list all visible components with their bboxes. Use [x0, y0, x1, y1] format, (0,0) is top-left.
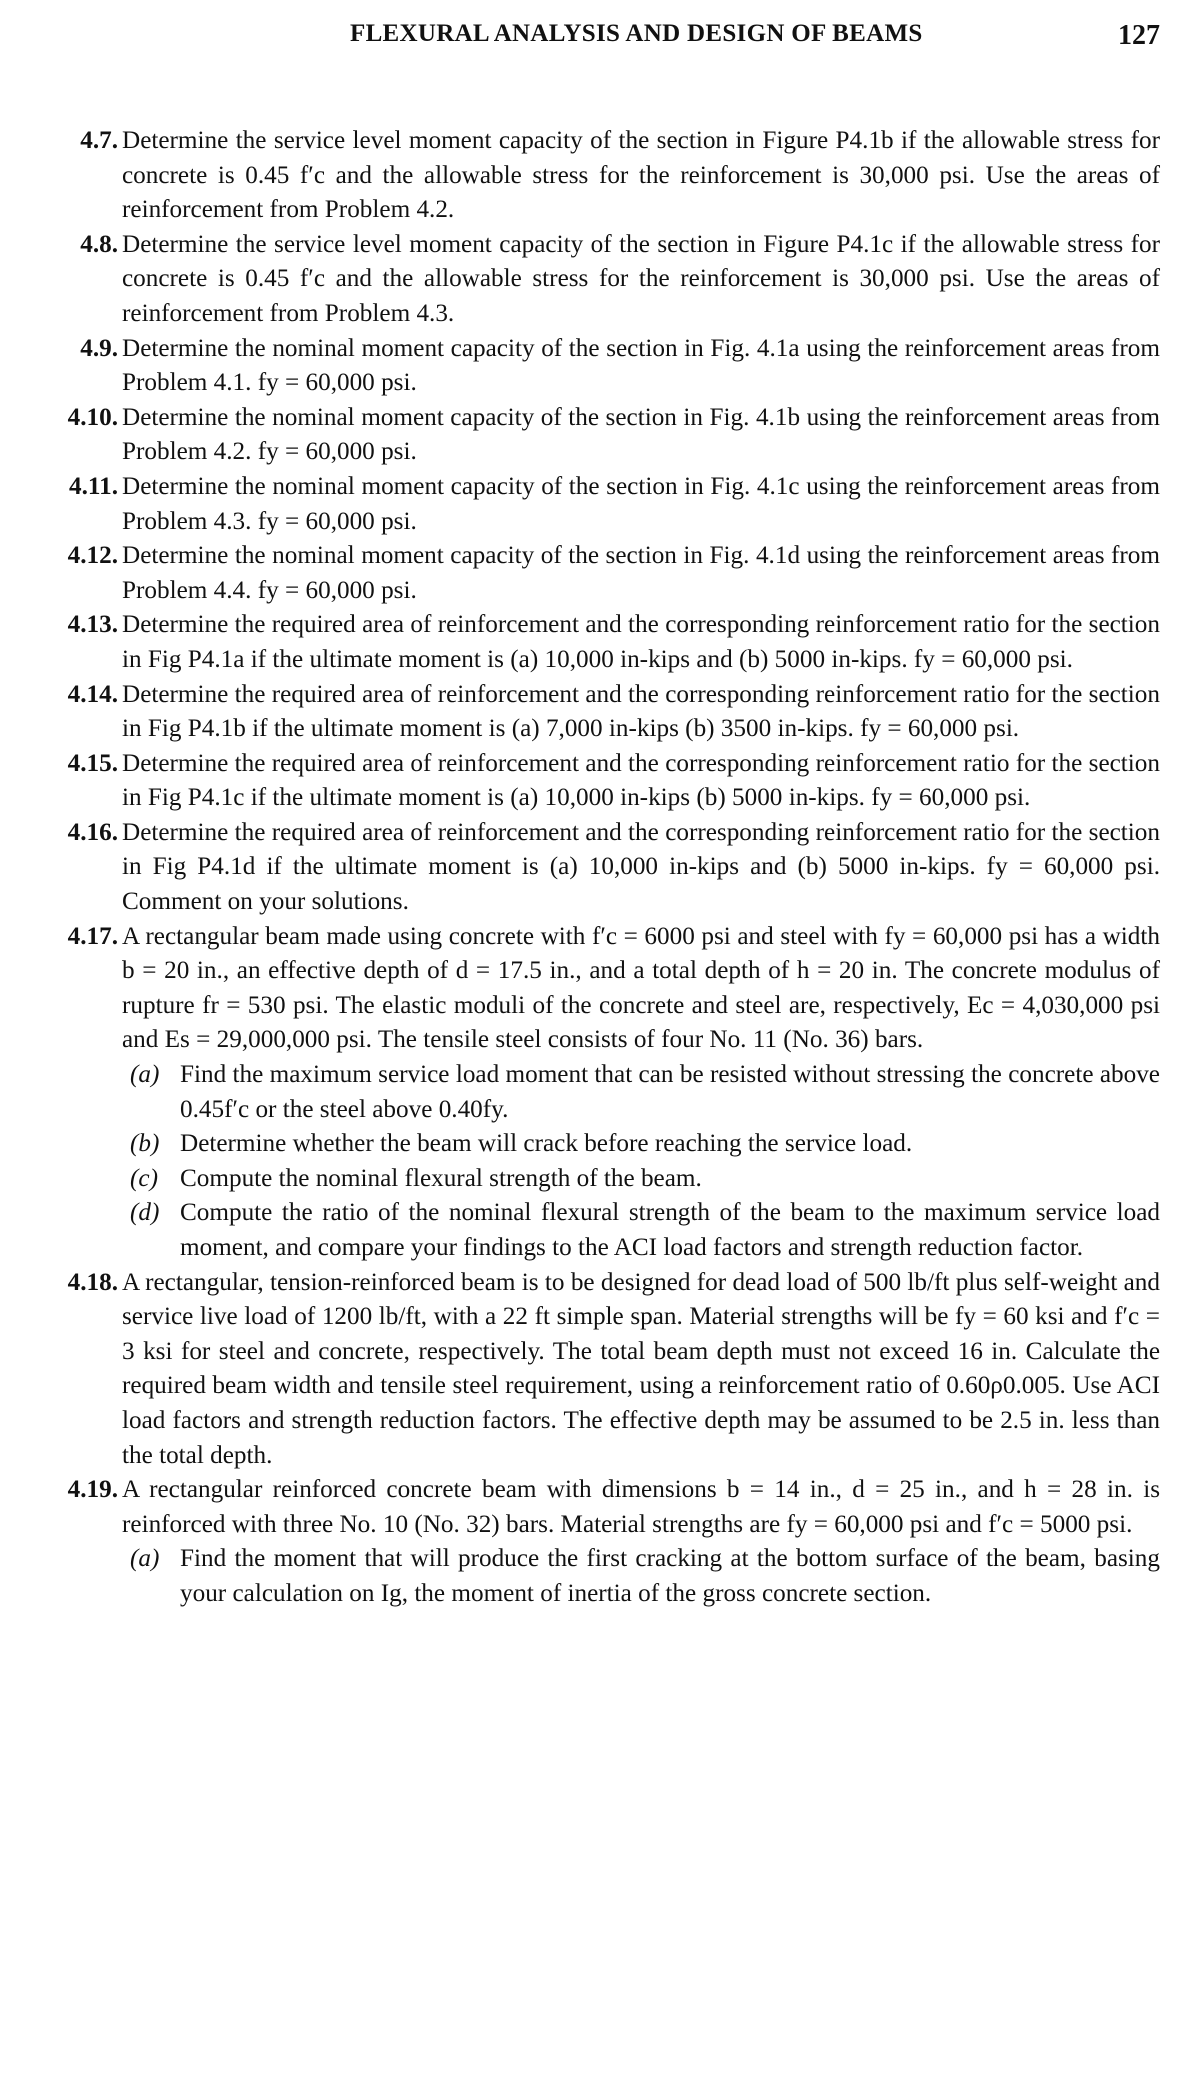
problem-item: [40, 608, 1160, 677]
subpart-list: [122, 1058, 1160, 1266]
problem-number: 4.13.: [67, 611, 118, 639]
problem-item: [40, 401, 1160, 470]
problem-number: 4.7.: [80, 127, 118, 154]
problem-text: A rectangular, tension-reinforced beam is to be designed for dead load of 500 lb/ft plus self-weight and service live load of 1200 lb/ft, with a 22 ft simple span. Material strengths will be fy = 60 ksi and f′c = 3 ksi for steel and concrete, respectively. The total beam depth must not exceed 16 in. Calculate the required beam width and tensile steel requirement, using a reinforcement ratio of 0.60ρ0.005. Use ACI load factors and strength reduction factors. The effective depth may be assumed to be 2.5 in. less than the total depth.: [122, 1268, 1160, 1469]
subpart-text: Compute the ratio of the nominal flexural strength of the beam to the maximum service load moment, and compare your findings to the ACI load factors and strength reduction factor.: [180, 1199, 1160, 1261]
subpart-item: [122, 1542, 1160, 1611]
problem-text: Determine the required area of reinforcement and the corresponding reinforcement ratio for the section in Fig P4.1b if the ultimate moment is (a) 7,000 in-kips (b) 3500 in-kips. fy = 60,000 psi.: [122, 680, 1160, 743]
problem-text: A rectangular beam made using concrete with f′c = 6000 psi and steel with fy = 60,000 psi has a width b = 20 in., an effective depth of d = 17.5 in., and a total depth of h = 20 in. The concrete modulus of rupture fr = 530 psi. The elastic moduli of the concrete and steel are, respectively, Ec = 4,030,000 psi and Es = 29,000,000 psi. The tensile steel consists of four No. 11 (No. 36) bars.: [122, 922, 1160, 1054]
subpart-text: Find the maximum service load moment that can be resisted without stressing the concrete above 0.45f′c or the steel above 0.40fy.: [180, 1061, 1160, 1123]
problem-list: [40, 124, 1160, 1612]
problem-item: [40, 470, 1160, 539]
subpart-label: (a): [130, 1545, 160, 1573]
subpart-item: [122, 1058, 1160, 1127]
problem-text: Determine the nominal moment capacity of the section in Fig. 4.1c using the reinforcement areas from Problem 4.3. fy = 60,000 psi.: [122, 472, 1160, 535]
problem-text: Determine the nominal moment capacity of the section in Fig. 4.1a using the reinforcement areas from Problem 4.1. fy = 60,000 psi.: [122, 334, 1160, 397]
problem-text: Determine the service level moment capacity of the section in Figure P4.1b if the allowable stress for concrete is 0.45 f′c and the allowable stress for the reinforcement is 30,000 psi. Use the areas of reinforcement from Problem 4.2.: [122, 127, 1160, 224]
problem-item: [40, 124, 1160, 228]
problem-item: [40, 228, 1160, 332]
problem-text: Determine the required area of reinforcement and the corresponding reinforcement ratio for the section in Fig P4.1d if the ultimate moment is (a) 10,000 in-kips and (b) 5000 in-kips. fy = 60,000 psi. Comment on your solutions.: [122, 818, 1160, 916]
problem-number: 4.18.: [67, 1268, 118, 1296]
problem-number: 4.16.: [67, 818, 118, 846]
problem-text: Determine the nominal moment capacity of the section in Fig. 4.1d using the reinforcement areas from Problem 4.4. fy = 60,000 psi.: [122, 542, 1160, 604]
running-head-title: FLEXURAL ANALYSIS AND DESIGN OF BEAMS: [350, 20, 923, 47]
subpart-label: (a): [130, 1061, 160, 1089]
page-header: [350, 20, 1160, 60]
problem-number: 4.14.: [67, 680, 118, 708]
problem-item: [40, 1266, 1160, 1474]
problem-item: [40, 678, 1160, 747]
problem-text: Determine the nominal moment capacity of the section in Fig. 4.1b using the reinforcement areas from Problem 4.2. fy = 60,000 psi.: [122, 403, 1160, 466]
problem-number: 4.15.: [67, 749, 118, 777]
subpart-list: [122, 1542, 1160, 1611]
subpart-item: [122, 1196, 1160, 1265]
problem-item: [40, 1473, 1160, 1611]
problem-number: 4.9.: [80, 334, 118, 362]
subpart-text: Determine whether the beam will crack before reaching the service load.: [180, 1130, 913, 1158]
problem-number: 4.12.: [67, 542, 118, 570]
problem-item: [40, 539, 1160, 608]
subpart-text: Find the moment that will produce the first cracking at the bottom surface of the beam, basing your calculation on Ig, the moment of inertia of the gross concrete section.: [180, 1545, 1160, 1607]
subpart-item: [122, 1162, 1160, 1197]
subpart-label: (c): [130, 1164, 158, 1192]
problem-item: [40, 816, 1160, 920]
subpart-label: (d): [130, 1199, 160, 1227]
subpart-label: (b): [130, 1130, 160, 1158]
problem-item: [40, 920, 1160, 1266]
problem-text: Determine the required area of reinforcement and the corresponding reinforcement ratio for the section in Fig P4.1a if the ultimate moment is (a) 10,000 in-kips and (b) 5000 in-kips. fy = 60,000 psi.: [122, 611, 1160, 673]
problem-text: A rectangular reinforced concrete beam with dimensions b = 14 in., d = 25 in., and h = 28 in. is reinforced with three No. 10 (No. 32) bars. Material strengths are fy = 60,000 psi and f′c = 5000 psi.: [122, 1476, 1160, 1538]
problem-number: 4.8.: [80, 230, 118, 258]
problem-item: [40, 332, 1160, 401]
subpart-item: [122, 1127, 1160, 1162]
subpart-text: Compute the nominal flexural strength of the beam.: [180, 1164, 702, 1192]
problem-number: 4.11.: [69, 472, 118, 500]
problem-number: 4.19.: [67, 1476, 118, 1504]
problem-text: Determine the service level moment capacity of the section in Figure P4.1c if the allowable stress for concrete is 0.45 f′c and the allowable stress for the reinforcement is 30,000 psi. Use the areas of reinforcement from Problem 4.3.: [122, 230, 1160, 327]
page-number: 127: [1118, 20, 1160, 51]
problem-number: 4.17.: [67, 922, 118, 950]
problem-number: 4.10.: [67, 403, 118, 431]
problem-text: Determine the required area of reinforcement and the corresponding reinforcement ratio for the section in Fig P4.1c if the ultimate moment is (a) 10,000 in-kips (b) 5000 in-kips. fy = 60,000 psi.: [122, 749, 1160, 812]
problem-item: [40, 747, 1160, 816]
